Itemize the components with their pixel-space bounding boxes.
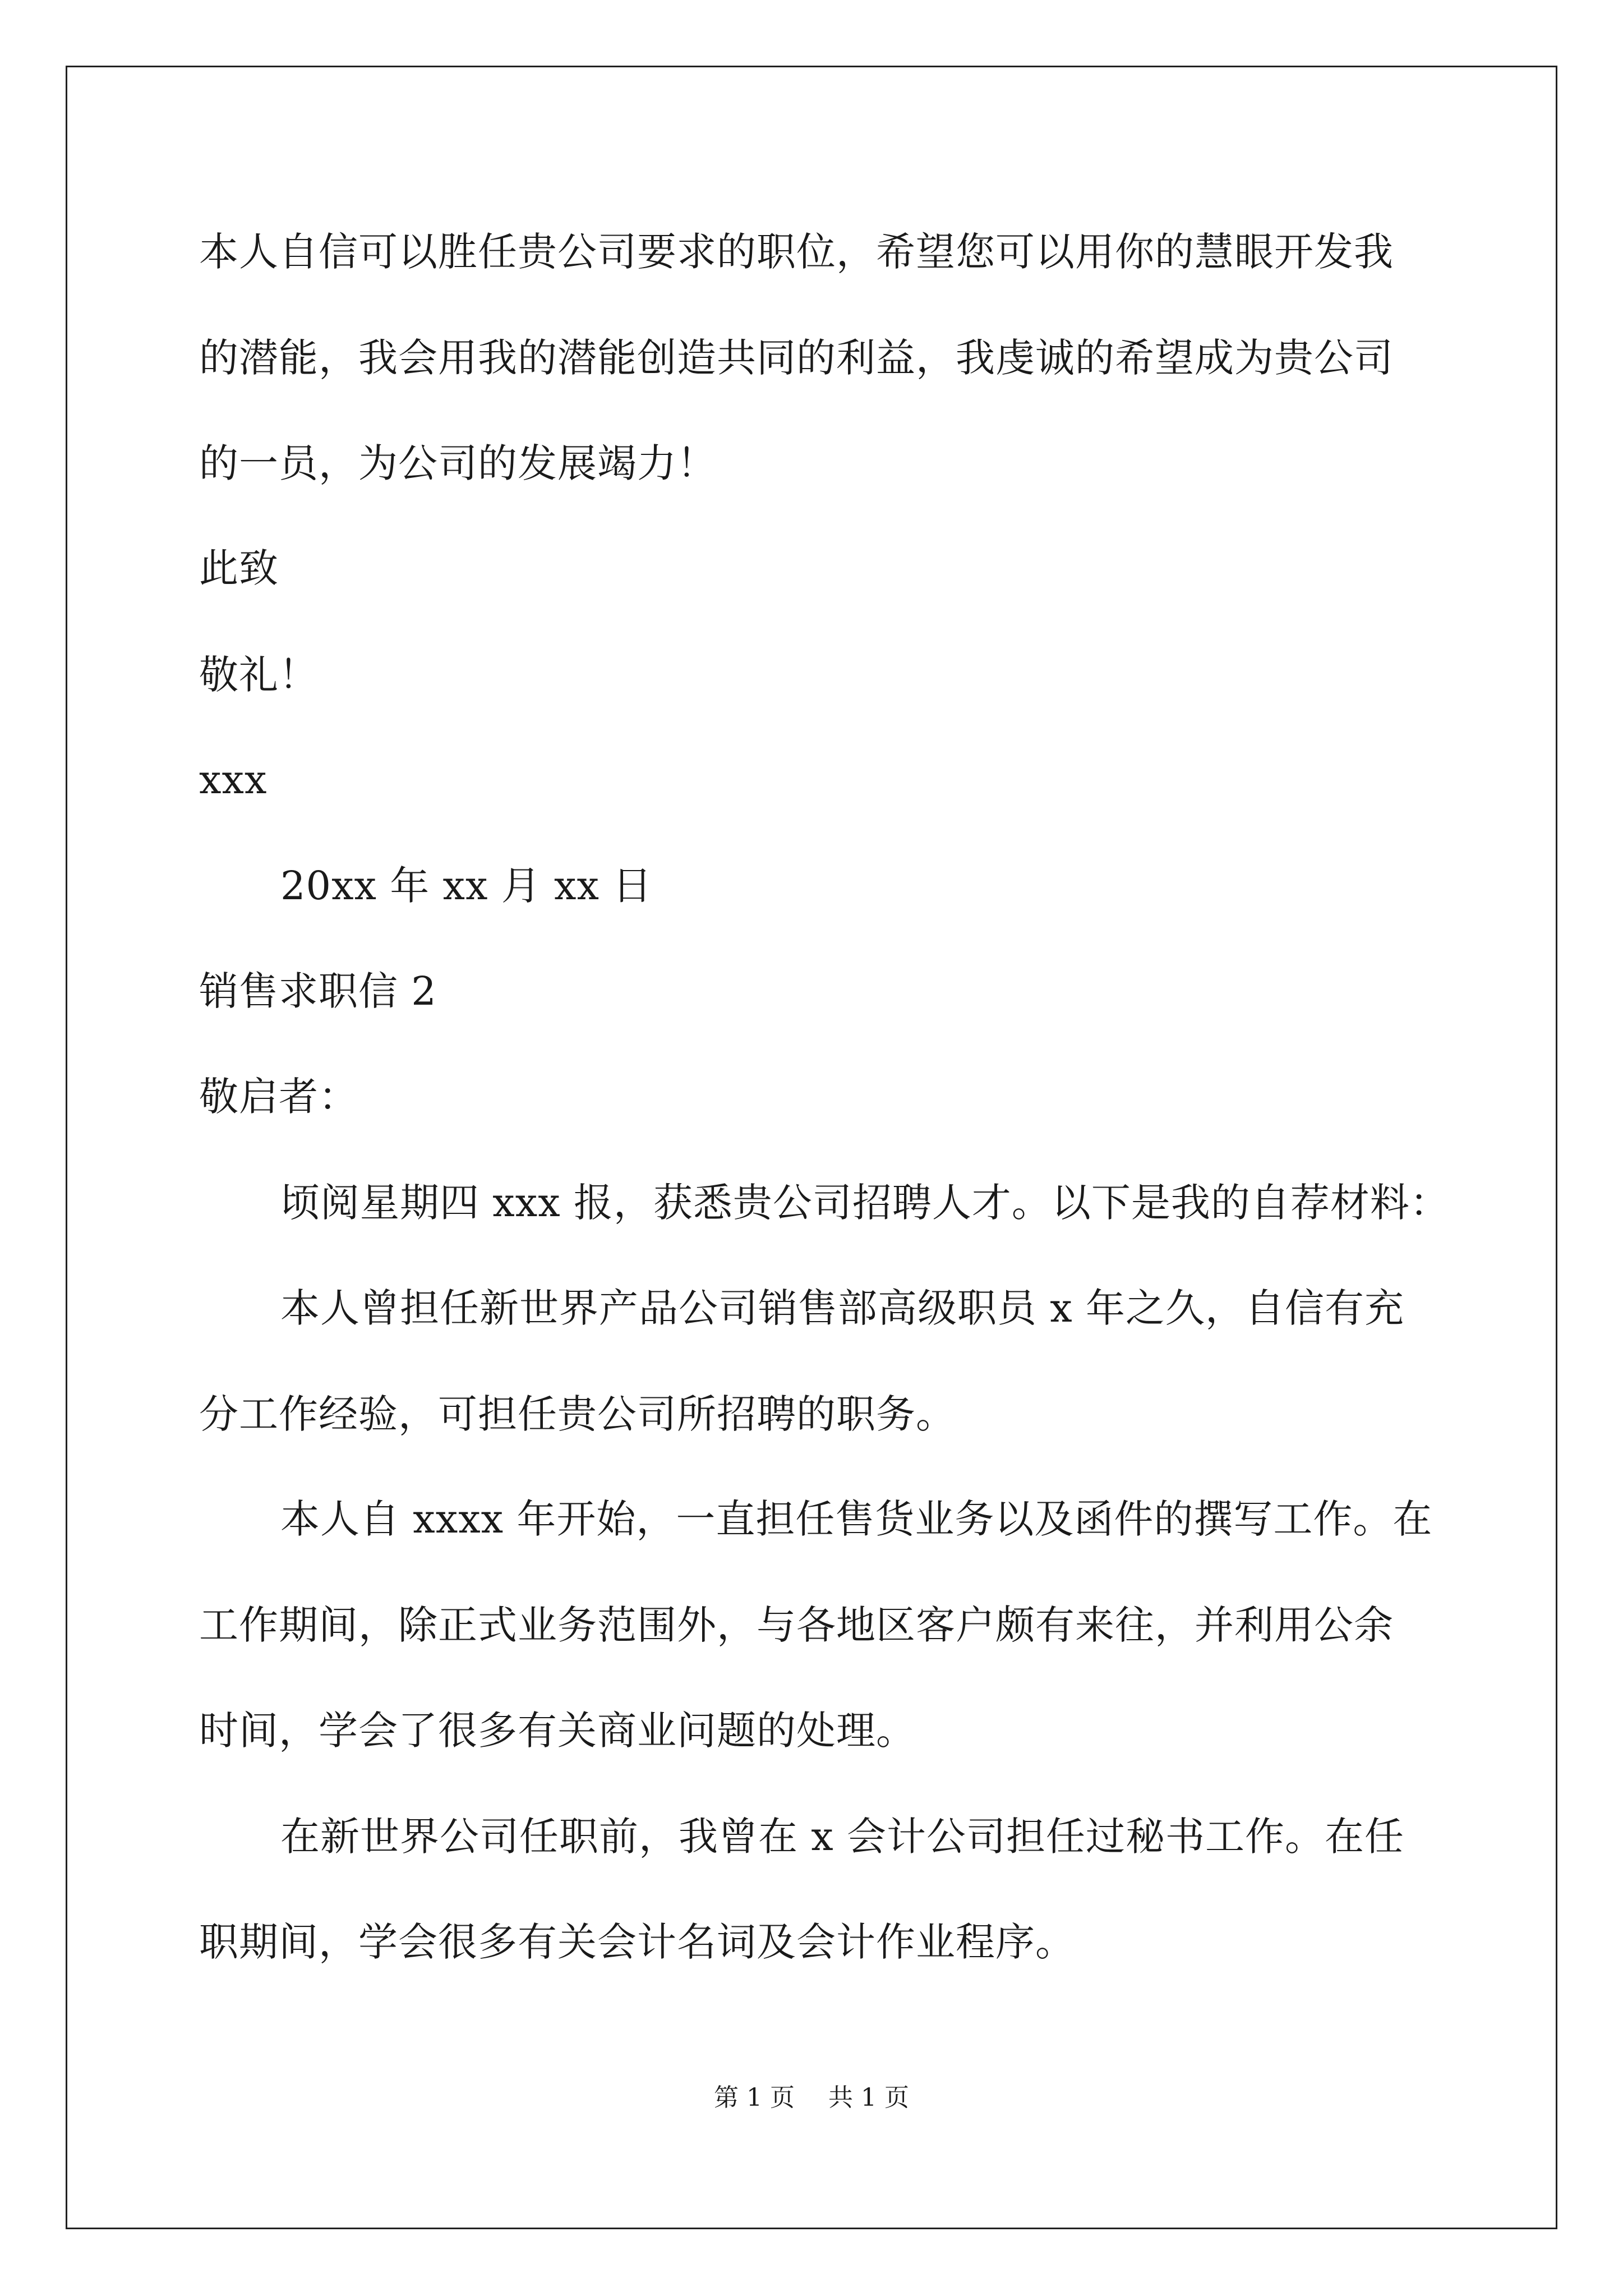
closing-regards: 敬礼！: [199, 652, 319, 698]
page-number: 第 1 页: [714, 2083, 795, 2112]
paragraph-line: 职期间，学会很多有关会计名词及会计作业程序。: [199, 1919, 1075, 1965]
paragraph-line: 在新世界公司任职前，我曾在 x 会计公司担任过秘书工作。在任: [280, 1814, 1404, 1860]
paragraph-line: 的潜能，我会用我的潜能创造共同的利益，我虔诚的希望成为贵公司: [199, 335, 1394, 381]
paragraph-line: 分工作经验，可担任贵公司所招聘的职务。: [199, 1391, 956, 1437]
page-footer: [0, 2082, 1623, 2114]
paragraph-line: 本人曾担任新世界产品公司销售部高级职员 x 年之久，自信有充: [280, 1285, 1404, 1331]
section-title: 销售求职信 2: [199, 968, 437, 1014]
closing-salutation: 此致: [199, 545, 279, 591]
signature-date: 20xx 年 xx 月 xx 日: [280, 863, 653, 909]
paragraph-line: 工作期间，除正式业务范围外，与各地区客户颇有来往，并利用公余: [199, 1602, 1394, 1648]
greeting: 敬启者：: [199, 1074, 358, 1120]
paragraph-line: 顷阅星期四 xxx 报，获悉贵公司招聘人才。以下是我的自荐材料：: [280, 1180, 1450, 1226]
page-border: [66, 66, 1557, 2229]
signature-name: xxx: [199, 757, 268, 803]
paragraph-line: 的一员，为公司的发展竭力！: [199, 440, 717, 486]
paragraph-line: 时间，学会了很多有关商业问题的处理。: [199, 1708, 916, 1754]
paragraph-line: 本人自信可以胜任贵公司要求的职位，希望您可以用你的慧眼开发我: [199, 229, 1394, 275]
page-count: 共 1 页: [828, 2083, 909, 2112]
paragraph-line: 本人自 xxxx 年开始，一直担任售货业务以及函件的撰写工作。在: [280, 1496, 1433, 1542]
